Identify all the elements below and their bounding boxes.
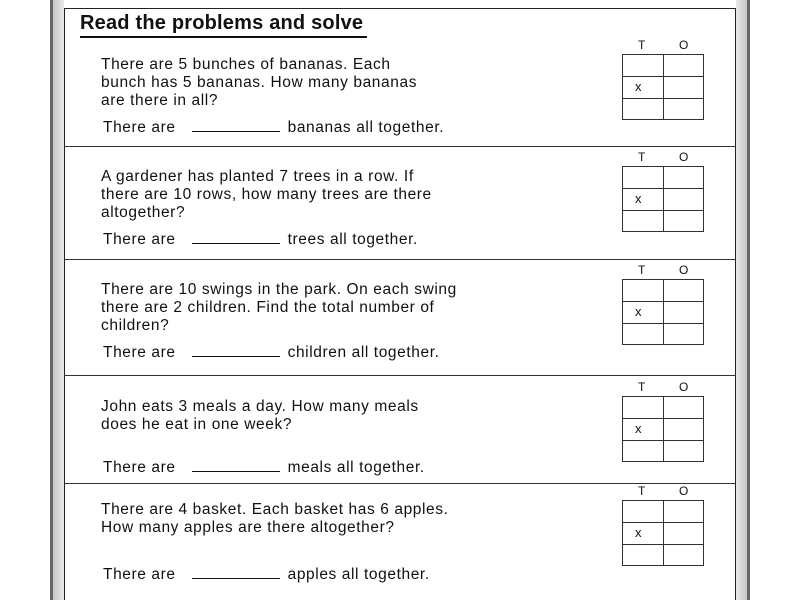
problem-divider bbox=[64, 375, 736, 376]
tens-header: T bbox=[638, 263, 646, 277]
question-line: There are 5 bunches of bananas. Each bbox=[101, 56, 391, 73]
ones-header: O bbox=[679, 484, 689, 498]
grid-divider bbox=[623, 544, 703, 545]
question-line: There are 4 basket. Each basket has 6 apples. bbox=[101, 501, 449, 518]
problem-2-answer-line bbox=[103, 231, 418, 249]
question-line: are there in all? bbox=[101, 92, 219, 109]
question-line: How many apples are there altogether? bbox=[101, 519, 395, 536]
grid-divider bbox=[623, 210, 703, 211]
answer-suffix: bananas all together. bbox=[287, 119, 445, 136]
grid-divider bbox=[623, 188, 703, 189]
question-line: does he eat in one week? bbox=[101, 416, 293, 433]
problem-3-answer-line bbox=[103, 344, 440, 362]
question-line: A gardener has planted 7 trees in a row. If bbox=[101, 168, 414, 185]
tens-header: T bbox=[638, 380, 646, 394]
grid-divider bbox=[663, 501, 664, 565]
ones-header: O bbox=[679, 38, 689, 52]
problem-divider bbox=[64, 259, 736, 260]
grid-divider bbox=[623, 440, 703, 441]
grid-divider bbox=[663, 55, 664, 119]
question-line: bunch has 5 bananas. How many bananas bbox=[101, 74, 418, 91]
grid-divider bbox=[623, 522, 703, 523]
x-mark: x bbox=[635, 191, 642, 206]
x-mark: x bbox=[635, 421, 642, 436]
grid-divider bbox=[623, 323, 703, 324]
answer-prefix: There are bbox=[103, 119, 176, 136]
answer-prefix: There are bbox=[103, 566, 176, 583]
grid-divider bbox=[623, 301, 703, 302]
tens-ones-grid[interactable] bbox=[622, 396, 704, 462]
x-mark: x bbox=[635, 79, 642, 94]
problem-divider bbox=[64, 146, 736, 147]
answer-suffix: apples all together. bbox=[287, 566, 430, 583]
grid-divider bbox=[623, 98, 703, 99]
question-line: children? bbox=[101, 317, 170, 334]
tens-ones-grid[interactable] bbox=[622, 279, 704, 345]
problem-4-answer-line bbox=[103, 459, 425, 477]
problem-1-answer-line bbox=[103, 119, 444, 137]
problem-2-question bbox=[101, 168, 601, 222]
answer-blank[interactable] bbox=[192, 119, 280, 132]
answer-prefix: There are bbox=[103, 459, 176, 476]
answer-suffix: meals all together. bbox=[287, 459, 425, 476]
answer-prefix: There are bbox=[103, 231, 176, 248]
grid-divider bbox=[623, 76, 703, 77]
question-line: altogether? bbox=[101, 204, 186, 221]
question-line: John eats 3 meals a day. How many meals bbox=[101, 398, 419, 415]
answer-blank[interactable] bbox=[192, 231, 280, 244]
grid-divider bbox=[663, 397, 664, 461]
tens-ones-grid[interactable] bbox=[622, 166, 704, 232]
problem-4-question bbox=[101, 398, 601, 434]
answer-prefix: There are bbox=[103, 344, 176, 361]
ones-header: O bbox=[679, 380, 689, 394]
question-line: there are 2 children. Find the total number of bbox=[101, 299, 435, 316]
answer-suffix: children all together. bbox=[287, 344, 440, 361]
worksheet-title: Read the problems and solve bbox=[80, 10, 367, 38]
x-mark: x bbox=[635, 304, 642, 319]
problem-divider bbox=[64, 483, 736, 484]
problem-3-question bbox=[101, 281, 601, 335]
x-mark: x bbox=[635, 525, 642, 540]
answer-blank[interactable] bbox=[192, 459, 280, 472]
problem-1-question bbox=[101, 56, 601, 110]
tens-header: T bbox=[638, 38, 646, 52]
answer-suffix: trees all together. bbox=[287, 231, 418, 248]
tens-ones-grid[interactable] bbox=[622, 500, 704, 566]
answer-blank[interactable] bbox=[192, 566, 280, 579]
grid-divider bbox=[663, 280, 664, 344]
grid-divider bbox=[663, 167, 664, 231]
problem-5-answer-line bbox=[103, 566, 430, 584]
grid-divider bbox=[623, 418, 703, 419]
question-line: There are 10 swings in the park. On each swing bbox=[101, 281, 457, 298]
ones-header: O bbox=[679, 263, 689, 277]
tens-header: T bbox=[638, 484, 646, 498]
tens-header: T bbox=[638, 150, 646, 164]
tens-ones-grid[interactable] bbox=[622, 54, 704, 120]
ones-header: O bbox=[679, 150, 689, 164]
question-line: there are 10 rows, how many trees are there bbox=[101, 186, 432, 203]
answer-blank[interactable] bbox=[192, 344, 280, 357]
problem-5-question bbox=[101, 501, 601, 537]
